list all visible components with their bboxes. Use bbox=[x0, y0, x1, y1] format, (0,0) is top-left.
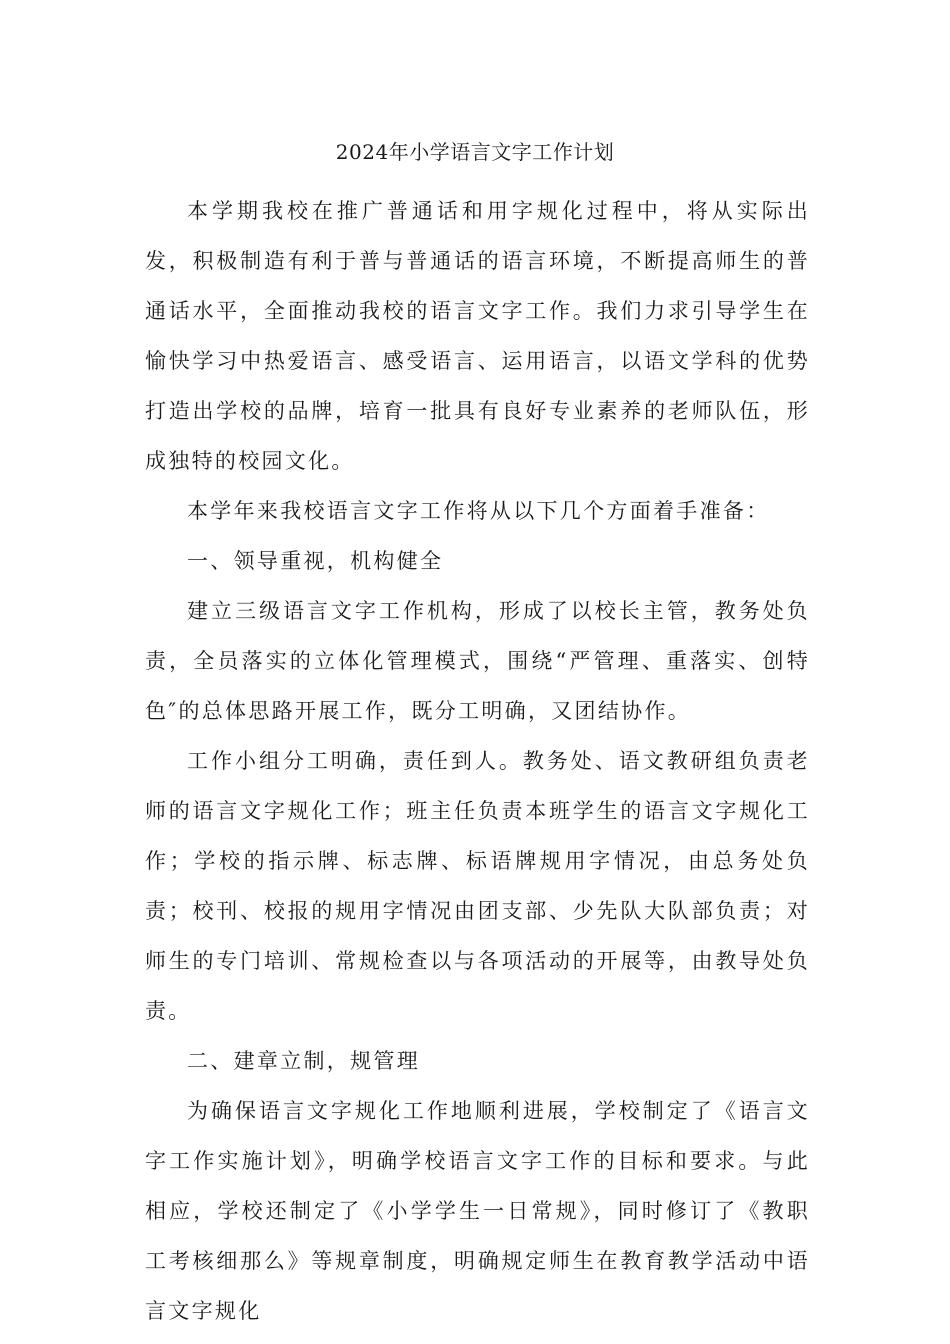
paragraph-responsibilities: 工作小组分工明确，责任到人。教务处、语文教研组负责老师的语言文字规化工作；班主任负责本班学生的语言文字规化工作；学校的指示牌、标志牌、标语牌规用字情况，由总务处负责；校刊、校报的规用字情况由团支部、少先队大队部负责；对师生的专门培训、常规检查以与各项活动的开展等，由教导处负责。 bbox=[145, 749, 810, 1023]
paragraph-overview: 本学年来我校语言文字工作将从以下几个方面着手准备： bbox=[187, 499, 770, 523]
document-title: 2024年小学语言文字工作计划 bbox=[335, 140, 615, 164]
section-heading-1: 一、领导重视，机构健全 bbox=[187, 549, 444, 573]
paragraph-intro: 本学期我校在推广普通话和用字规化过程中，将从实际出发，积极制造有利于普与普通话的语言环境，不断提高师生的普通话水平，全面推动我校的语言文字工作。我们力求引导学生在愉快学习中热爱语言、感受语言、运用语言，以语文学科的优势打造出学校的品牌，培育一批具有良好专业素养的老师队伍，形成独特的校园文化。 bbox=[145, 199, 810, 473]
paragraph-organization: 建立三级语言文字工作机构，形成了以校长主管，教务处负责，全员落实的立体化管理模式，围绕“严管理、重落实、创特色″的总体思路开展工作，既分工明确，又团结协作。 bbox=[145, 599, 810, 723]
document-body bbox=[145, 186, 810, 1336]
section-heading-2: 二、建章立制，规管理 bbox=[187, 1049, 420, 1073]
paragraph-regulations: 为确保语言文字规化工作地顺利进展，学校制定了《语言文字工作实施计划》，明确学校语言文字工作的目标和要求。与此相应，学校还制定了《小学学生一日常规》，同时修订了《教职工考核细那么》等规章制度，明确规定师生在教育教学活动中语言文字规化 bbox=[145, 1099, 810, 1323]
